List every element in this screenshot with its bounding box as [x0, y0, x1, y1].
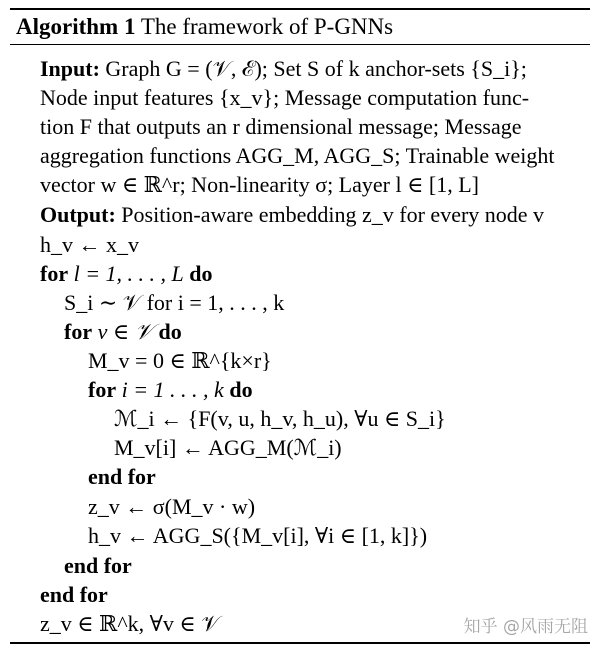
algo-line-5: M_v = 0 ∈ ℝ^{k×r}	[88, 348, 272, 373]
algo-line-7: ℳ_i ← {F(v, u, h_v, h_u), ∀u ∈ S_i}	[114, 406, 446, 431]
input-line-4: aggregation functions AGG_M, AGG_S; Trainable weight	[40, 143, 555, 168]
input-line-5: vector w ∈ ℝ^r; Non-linearity σ; Layer l ∈ [1, L]	[40, 172, 479, 197]
input-line-2: Node input features {x_v}; Message computation func-	[40, 85, 530, 110]
loop-range: l = 1, . . . , L	[73, 261, 184, 286]
caption-rule	[10, 44, 590, 45]
algo-line-3: S_i ∼ 𝒱 for i = 1, . . . , k	[64, 290, 285, 315]
input-line-3: tion F that outputs an r dimensional message; Message	[40, 114, 522, 139]
top-rule	[10, 8, 590, 10]
input-text-1: Graph G = (𝒱, ℰ); Set S of k anchor-sets {S_i};	[105, 56, 527, 81]
watermark-text: 知乎 @风雨无阻	[463, 617, 588, 637]
algo-line-2	[40, 259, 213, 288]
do-keyword: do	[158, 319, 182, 344]
for-keyword: for	[88, 377, 117, 402]
algo-line-14: z_v ∈ ℝ^k, ∀v ∈ 𝒱	[40, 611, 220, 636]
input-label: Input:	[40, 56, 100, 81]
output-text: Position-aware embedding z_v for every node v	[121, 202, 545, 227]
algo-line-8: M_v[i] ← AGG_M(ℳ_i)	[114, 435, 342, 460]
output-label: Output:	[40, 202, 116, 227]
algo-line-4	[64, 317, 182, 346]
watermark	[464, 612, 588, 637]
for-keyword: for	[64, 319, 93, 344]
loop-range: i = 1 . . . , k	[121, 377, 224, 402]
input-line-1	[40, 54, 527, 83]
algo-line-10: z_v ← σ(M_v · w)	[88, 494, 256, 519]
algo-line-12: end for	[64, 553, 132, 578]
bottom-rule	[10, 642, 590, 644]
algorithm-caption	[16, 14, 393, 40]
for-keyword: for	[40, 261, 69, 286]
caption-title: The framework of P-GNNs	[140, 14, 394, 39]
algo-line-9: end for	[88, 464, 156, 489]
output-line	[40, 200, 544, 229]
do-keyword: do	[229, 377, 253, 402]
algo-line-1: h_v ← x_v	[40, 232, 139, 257]
algorithm-box	[10, 8, 590, 644]
do-keyword: do	[189, 261, 213, 286]
algo-line-6	[88, 375, 253, 404]
caption-label: Algorithm 1	[16, 14, 136, 39]
algo-line-11: h_v ← AGG_S({M_v[i], ∀i ∈ [1, k]})	[88, 523, 428, 548]
algo-line-13: end for	[40, 582, 108, 607]
loop-range: v ∈ 𝒱	[97, 319, 153, 344]
